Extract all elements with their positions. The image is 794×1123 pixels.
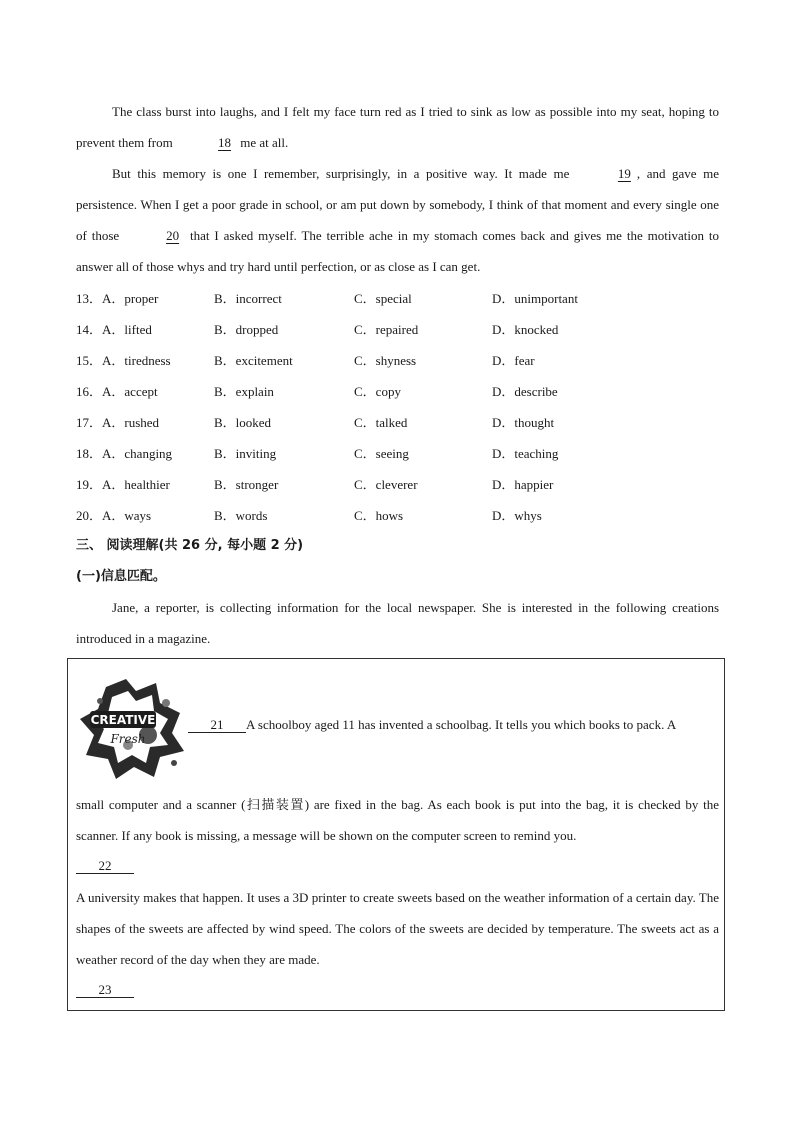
- creative-fresh-logo: [76, 673, 188, 781]
- intro-paragraph: Jane, a reporter, is collecting information for the local newspaper. She is interested in the following creations introduced in a magazine.: [76, 600, 719, 646]
- blank-22: 22: [76, 859, 134, 874]
- blank-19: 19: [617, 166, 631, 181]
- passage-text: But this memory is one I remember, surprisingly, in a positive way. It made me: [112, 166, 576, 181]
- item-21-first-line: 21 A schoolboy aged 11 has invented a schoolbag. It tells you which books to pack. A: [188, 717, 676, 733]
- creations-box: [67, 658, 725, 1011]
- logo-text-fresh: Fresh: [110, 732, 146, 746]
- passage-paragraph-1: [76, 96, 719, 158]
- document-page: [76, 96, 719, 654]
- blank-23: 23: [76, 983, 134, 998]
- blank-21: 21: [188, 718, 246, 733]
- option-row: 15．A．tiredness B．excitement C．shyness D．fear: [76, 353, 535, 368]
- box-text: [76, 789, 719, 1006]
- passage-text: , and gave me persistence. When I get a poor grade in school, or am put down by somebody, I think of that moment and every single one of those: [76, 166, 719, 243]
- subsection-title: (一)信息匹配。: [76, 569, 166, 584]
- passage-text: The class burst into laughs, and I felt my face turn red as I tried to sink as low as possible into my seat, hoping to prevent them from: [76, 104, 719, 150]
- item-21-rest: small computer and a scanner (扫描装置) are fixed in the bag. As each book is put into the bag, it is checked by the scanner. If any book is missing, a message will be shown on the computer screen to remind you.: [76, 797, 719, 843]
- option-row: 16．A．accept B．explain C．copy D．describe: [76, 384, 558, 399]
- option-row: 14．A．lifted B．dropped C．repaired D．knocked: [76, 322, 559, 337]
- blank-18: 18: [218, 135, 231, 150]
- passage-text: that I asked myself. The terrible ache in my stomach comes back and gives me the motivation to answer all of those whys and try hard until perfection, or as close as I can get.: [76, 228, 719, 274]
- option-row: 17．A．rushed B．looked C．talked D．thought: [76, 415, 555, 430]
- section-title: 三、 阅读理解(共 26 分, 每小题 2 分): [76, 538, 304, 553]
- logo-text-creative: CREATIVE: [90, 713, 156, 727]
- option-row: 13．A．proper B．incorrect C．special D．unimportant: [76, 291, 578, 306]
- blank-20: 20: [166, 228, 180, 243]
- passage-paragraph-2: [76, 158, 719, 282]
- option-row: 19．A．healthier B．stronger C．cleverer D．happier: [76, 477, 554, 492]
- passage-text: me at all.: [237, 135, 289, 150]
- item-22-text: A university makes that happen. It uses a 3D printer to create sweets based on the weather information of a certain day. The shapes of the sweets are affected by wind speed. The colors of the sweets are decided by temperature. The sweets act as a weather record of the day when they are made.: [76, 890, 719, 967]
- option-row: 18．A．changing B．inviting C．seeing D．teaching: [76, 446, 559, 461]
- options-list: [76, 282, 719, 530]
- option-row: 20．A．ways B．words C．hows D．whys: [76, 508, 542, 523]
